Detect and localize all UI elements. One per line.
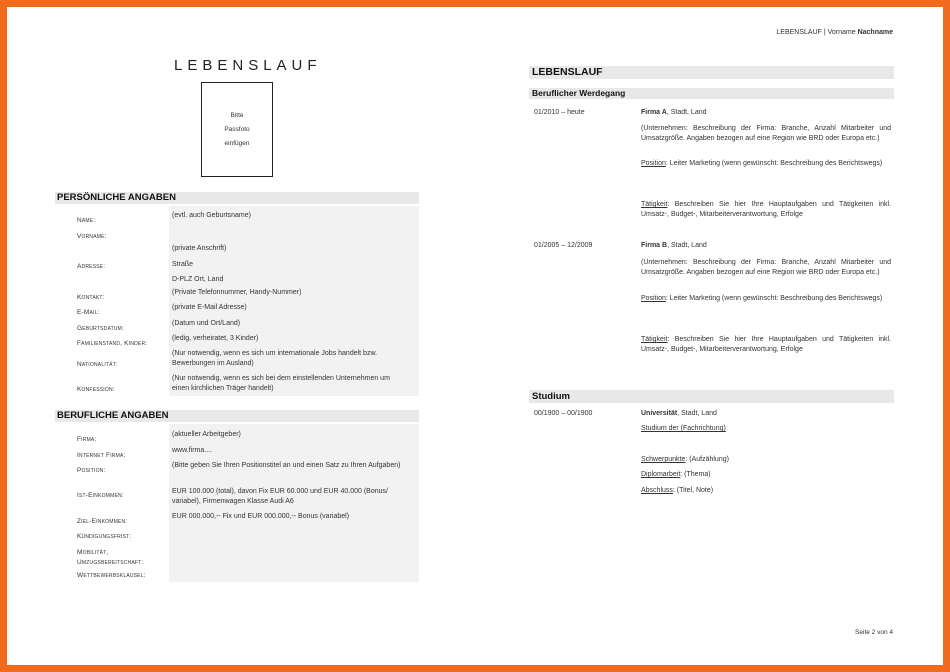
- study-thesis-label: Diplomarbeit: [641, 471, 681, 478]
- page-footer: Seite 2 von 4: [855, 629, 893, 636]
- value-ist-einkommen: EUR 100.000 (total), davon Fix EUR 60.000 und EUR 40.000 (Bonus/ variabel), Firmenwagen Klasse Audi A6: [172, 488, 388, 505]
- job-a-activity: [641, 200, 891, 220]
- study-location: , Stadt, Land: [677, 410, 717, 417]
- page-header: [776, 29, 893, 36]
- label-ist-einkommen: Ist-Einkommen:: [77, 492, 124, 499]
- value-ziel-einkommen: EUR 000.000,-- Fix und EUR 000.000,-- Bonus (variabel): [172, 513, 350, 520]
- label-firma: Firma:: [77, 436, 97, 443]
- value-adresse: (private Anschrift) Straße D-PLZ Ort, Land: [172, 245, 227, 283]
- study-subject-text: Studium der (Fachrichtung): [641, 425, 726, 432]
- job-a-activity-text: : Beschreiben Sie hier Ihre Hauptaufgaben und Tätigkeiten inkl. Umsatz-, Budget-, Mitarbeiterverantwortung, Erfolge: [641, 201, 891, 218]
- job-a-location: , Stadt, Land: [666, 109, 707, 116]
- photo-line-1: Bitte: [230, 111, 244, 119]
- job-a-position-label: Position: [641, 160, 666, 167]
- label-geburtsdatum: Geburtsdatum:: [77, 325, 125, 332]
- study-university-line: [641, 409, 891, 419]
- label-adresse: Adresse:: [77, 263, 106, 270]
- label-vorname: Vorname:: [77, 233, 107, 240]
- label-ziel-einkommen: Ziel-Einkommen:: [77, 518, 128, 525]
- label-nationalitaet: Nationalität:: [77, 361, 118, 368]
- job-b-position-text: : Leiter Marketing (wenn gewünscht: Beschreibung des Berichtswegs): [665, 295, 883, 302]
- value-email: (private E-Mail Adresse): [172, 304, 247, 311]
- job-b-location: , Stadt, Land: [667, 242, 707, 249]
- label-email: E-Mail:: [77, 309, 100, 316]
- job-a-description: (Unternehmen: Beschreibung der Firma: Branche, Anzahl Mitarbeiter und Umsatzgröße. Angaben bezogen auf eine Region wie BRD oder Europa etc.): [641, 125, 891, 142]
- value-konfession: (Nur notwendig, wenn es sich bei dem einstellenden Unternehmen um einen kirchlichen Träger handelt): [172, 375, 390, 392]
- study-date: 00/1900 – 00/1900: [534, 410, 593, 417]
- career-heading: Beruflicher Werdegang: [529, 88, 894, 99]
- study-degree-text: : (Titel, Note): [672, 487, 714, 494]
- study-focus: [641, 455, 891, 465]
- job-b-date: 01/2005 – 12/2009: [534, 242, 593, 249]
- section-professional-heading: BERUFLICHE ANGABEN: [55, 410, 419, 422]
- job-a-firm: Firma A: [641, 109, 667, 116]
- job-b-activity-text: : Beschreiben Sie hier Ihre Hauptaufgaben und Tätigkeiten inkl. Umsatz-, Budget-, Mitarbeiterverantwortung, Erfolge: [641, 336, 891, 353]
- study-focus-text: : (Aufzählung): [685, 456, 729, 463]
- label-familienstand: Familienstand, Kinder:: [77, 340, 148, 347]
- value-firma: (aktueller Arbeitgeber): [172, 431, 241, 438]
- job-b-activity: [641, 335, 891, 355]
- value-familienstand: (ledig, verheiratet, 3 Kinder): [172, 335, 259, 342]
- job-a-date: 01/2010 – heute: [534, 109, 585, 116]
- header-prefix: LEBENSLAUF | Vorname: [776, 29, 858, 36]
- job-a-activity-label: Tätigkeit: [641, 201, 668, 208]
- job-b-activity-label: Tätigkeit: [641, 336, 668, 343]
- job-b-firm: Firma B: [641, 242, 668, 249]
- study-thesis: [641, 470, 891, 480]
- label-internet-firma: Internet Firma:: [77, 452, 126, 459]
- job-a-position: [641, 159, 891, 169]
- left-page-title: LEBENSLAUF: [174, 57, 322, 74]
- label-wettbewerbsklausel: Wettbewerbsklausel:: [77, 572, 146, 579]
- study-university: Universität: [641, 410, 678, 417]
- label-konfession: Konfession:: [77, 386, 115, 393]
- job-b-position-label: Position: [641, 295, 666, 302]
- value-kontakt: (Private Telefonnummer, Handy-Nummer): [172, 289, 302, 296]
- study-heading: Studium: [529, 390, 894, 403]
- document-sheet: [7, 7, 943, 665]
- right-page-title: LEBENSLAUF: [529, 66, 894, 79]
- value-nationalitaet: (Nur notwendig, wenn es sich um internationale Jobs handelt bzw. Bewerbungen im Ausland): [172, 350, 378, 367]
- photo-line-3: einfügen: [224, 139, 250, 147]
- header-surname: Nachname: [857, 29, 893, 36]
- value-geburtsdatum: (Datum und Ort/Land): [172, 320, 241, 327]
- label-kuendigungsfrist: Kündigungsfrist:: [77, 533, 132, 540]
- label-name: Name:: [77, 217, 96, 224]
- study-thesis-text: : (Thema): [680, 471, 711, 478]
- job-b-position: [641, 294, 891, 304]
- value-name: (evtl. auch Geburtsname): [172, 212, 251, 219]
- job-a-position-text: : Leiter Marketing (wenn gewünscht: Beschreibung des Berichtswegs): [665, 160, 883, 167]
- job-a-firm-line: [641, 108, 891, 118]
- photo-placeholder: [201, 82, 273, 177]
- label-kontakt: Kontakt:: [77, 294, 105, 301]
- study-degree-label: Abschluss: [641, 487, 673, 494]
- study-focus-label: Schwerpunkte: [641, 456, 686, 463]
- job-b-firm-line: [641, 241, 891, 251]
- value-position: (Bitte geben Sie Ihren Positionstitel an und einen Satz zu Ihren Aufgaben): [172, 462, 401, 469]
- label-position: Position:: [77, 467, 106, 474]
- section-personal-heading: PERSÖNLICHE ANGABEN: [55, 192, 419, 204]
- photo-line-2: Passfoto: [224, 125, 250, 133]
- study-degree: [641, 486, 891, 496]
- label-mobilitaet: Mobilität, Umzugsbereitschaft:: [77, 549, 144, 566]
- value-internet-firma: www.firma....: [172, 447, 213, 454]
- study-subject: [641, 424, 891, 434]
- job-b-description: (Unternehmen: Beschreibung der Firma: Branche, Anzahl Mitarbeiter und Umsatzgröße. Angaben bezogen auf eine Region wie BRD oder Europa etc.): [641, 259, 891, 276]
